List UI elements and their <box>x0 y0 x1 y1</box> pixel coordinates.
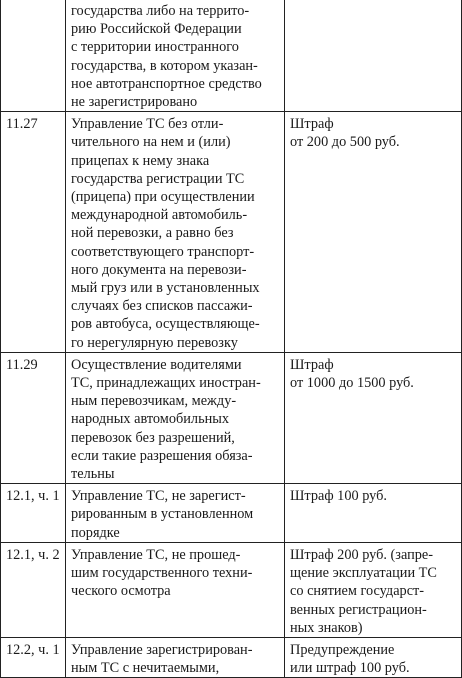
description-cell: Управление зарегистрирован- ным ТС с нечитаемыми, <box>66 637 285 677</box>
article-cell: 12.1, ч. 2 <box>1 542 66 637</box>
penalty-cell: Предупреждение или штраф 100 руб. <box>285 637 462 677</box>
table-row <box>1 112 462 353</box>
table-row <box>1 637 462 677</box>
table-row <box>1 484 462 543</box>
description-cell: государства либо на террито- рию Российской Федерации с территории иностранного государства, в котором указан- ное автотранспортное средство не зарегистрировано <box>66 0 285 112</box>
table-row <box>1 542 462 637</box>
description-cell: Управление ТС без отли- чительного на нем и (или) прицепах к нему знака государства регистрации ТС (прицепа) при осуществлении международной автомобиль- ной перевозки, а равно без соответствующего транспорт- ного документа на перевози- мый груз или в установленных случаях без списков пассажи- ров автобуса, осуществляюще- го нерегулярную перевозку <box>66 112 285 353</box>
penalty-cell <box>285 0 462 112</box>
penalty-cell: Штраф 100 руб. <box>285 484 462 543</box>
table-row <box>1 0 462 112</box>
article-cell: 12.1, ч. 1 <box>1 484 66 543</box>
description-cell: Осуществление водителями ТС, принадлежащих иностран- ным перевозчикам, между- народных автомобильных перевозок без разрешений, если такие разрешения обяза- тельны <box>66 352 285 483</box>
description-cell: Управление ТС, не прошед- шим государственного техни- ческого осмотра <box>66 542 285 637</box>
penalty-cell: Штраф от 1000 до 1500 руб. <box>285 352 462 483</box>
penalty-cell: Штраф от 200 до 500 руб. <box>285 112 462 353</box>
penalty-cell: Штраф 200 руб. (запре- щение эксплуатации ТС со снятием государст- венных регистрацион- ных знаков) <box>285 542 462 637</box>
description-cell: Управление ТС, не зарегист- рированным в установленном порядке <box>66 484 285 543</box>
article-cell: 11.29 <box>1 352 66 483</box>
table-row <box>1 352 462 483</box>
article-cell: 12.2, ч. 1 <box>1 637 66 677</box>
article-cell <box>1 0 66 112</box>
article-cell: 11.27 <box>1 112 66 353</box>
